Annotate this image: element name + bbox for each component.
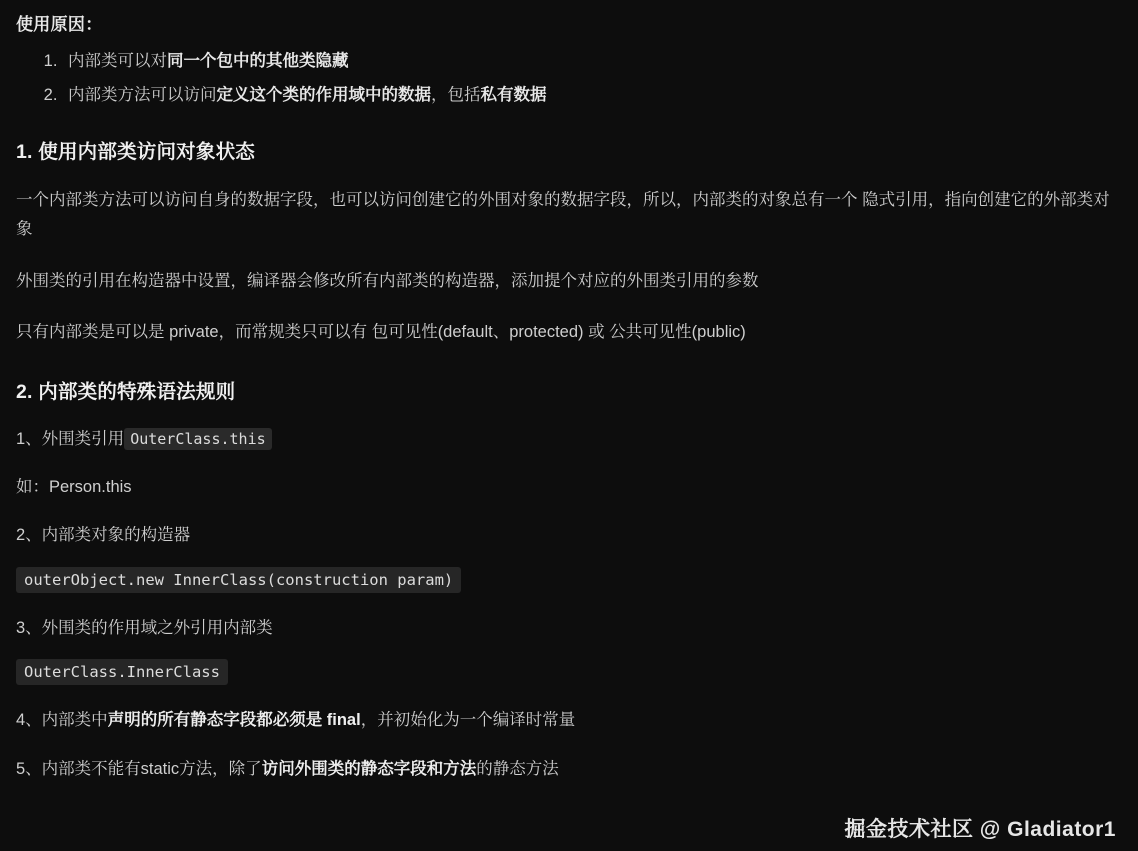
- rule-4-text-pre: 4、内部类中: [16, 711, 108, 730]
- rule-3: 3、外围类的作用域之外引用内部类: [16, 618, 273, 637]
- rule-4: [16, 707, 1122, 733]
- rule-5-text-post: 的静态方法: [476, 759, 559, 778]
- list-item-text-bold: 同一个包中的其他类隐藏: [167, 52, 349, 70]
- rule-5-text-pre: 5、内部类不能有static方法，除了: [16, 759, 262, 778]
- list-item-text-pre: 内部类方法可以访问: [68, 85, 217, 104]
- section1-paragraph-2: 外围类的引用在构造器中设置，编译器会修改所有内部类的构造器，添加提个对应的外围类引用的参数: [16, 271, 759, 290]
- rule-2: 2、内部类对象的构造器: [16, 526, 191, 545]
- section1-paragraph-3: 只有内部类是可以是 private，而常规类只可以有 包可见性(default、protected) 或 公共可见性(public): [16, 323, 746, 342]
- document-page: [0, 10, 1138, 851]
- list-item-text-bold-2: 私有数据: [480, 85, 547, 104]
- rule-5-text-bold: 访问外围类的静态字段和方法: [261, 759, 477, 778]
- list-item: [62, 83, 1122, 109]
- section-heading-2: 2. 内部类的特殊语法规则: [16, 380, 236, 403]
- watermark: [844, 813, 1116, 843]
- rule-1-example: 如：Person.this: [16, 477, 132, 496]
- rule-1: [16, 426, 1122, 452]
- section1-paragraph-1: 一个内部类方法可以访问自身的数据字段，也可以访问创建它的外围对象的数据字段，所以，内部类的对象总有一个 隐式引用，指向创建它的外部类对象: [16, 191, 1110, 239]
- rule-4-text-bold: 声明的所有静态字段都必须是 final: [107, 711, 361, 730]
- reason-heading: 使用原因：: [16, 15, 103, 34]
- watermark-user: Gladiator1: [1007, 818, 1116, 841]
- rule-5: [16, 756, 1122, 782]
- section-heading-1: 1. 使用内部类访问对象状态: [16, 141, 255, 164]
- rule-3-code: OuterClass.InnerClass: [16, 659, 228, 685]
- list-item: [62, 49, 1122, 75]
- rule-4-text-post: ，并初始化为一个编译时常量: [360, 711, 576, 730]
- rule-2-code: outerObject.new InnerClass(construction param): [16, 567, 461, 593]
- rule-1-code: OuterClass.this: [124, 428, 271, 450]
- watermark-site: 掘金技术社区 @: [844, 818, 1008, 841]
- list-item-text-pre: 内部类可以对: [68, 52, 167, 70]
- list-item-text-bold: 定义这个类的作用域中的数据: [216, 85, 431, 104]
- reason-list: [16, 49, 1122, 108]
- list-item-text-post: ，包括: [431, 85, 481, 104]
- rule-1-text: 1、外围类引用: [16, 429, 125, 448]
